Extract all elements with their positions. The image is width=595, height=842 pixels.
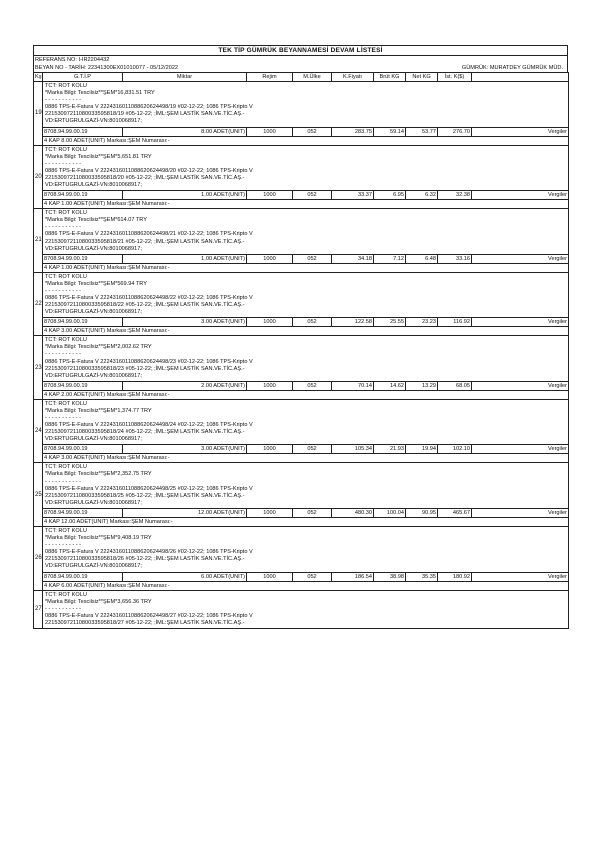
description-line: 22153097211080033595818/25 #05-12-22; ;İML:ŞEM LASTİK SAN.VE.TİC.AŞ.-: [45, 492, 245, 499]
item-package-row: [34, 581, 569, 590]
item-values-row: [34, 508, 569, 517]
description-line: 0886 TPS-E-Fatura V 2224316011088620624498/27 #02-12-22; 1086 TPS-Kripto V: [45, 612, 253, 619]
document-meta: [33, 55, 568, 72]
item-description-row: [34, 272, 569, 318]
description-line: - - - - - - - - - - -: [45, 415, 82, 421]
declaration-number-date: BEYAN NO - TARİH: 22341300EX01010077 - 05/12/2022: [35, 65, 179, 71]
item-package-row: [34, 517, 569, 526]
item-values-row: [34, 445, 569, 454]
taxes-label: Vergiler: [472, 445, 569, 454]
description-line: *Marka Bilgi: Tescilsiz**ŞEM*2,352.75 TRY: [45, 471, 152, 478]
quantity: 8.00 ADET(UNIT): [123, 127, 247, 136]
gross-kg: 7.12: [374, 254, 406, 263]
unit-price: 122.58: [332, 318, 374, 327]
description-line: - - - - - - - - - - -: [45, 351, 82, 358]
item-description-row: [34, 209, 569, 255]
gross-kg: 38.98: [374, 572, 406, 581]
statistical-value: 465.67: [438, 508, 472, 517]
gtip-code: 8708.94.99.00.19: [43, 572, 123, 581]
item-values-row: [34, 318, 569, 327]
origin-country: 052: [293, 254, 332, 263]
statistical-value: 180.92: [438, 572, 472, 581]
net-kg: 6.48: [406, 254, 438, 263]
description-line: TCT: ROT KOLU: [45, 83, 87, 89]
description-line: *Marka Bilgi: Tescilsiz**ŞEM*2,002.62 TRY: [45, 344, 152, 351]
description-line: *Marka Bilgi: Tescilsiz**ŞEM*5,651.81 TRY: [45, 153, 152, 160]
unit-price: 33.37: [332, 191, 374, 200]
continuation-list-document: [33, 45, 568, 629]
unit-price: 70.14: [332, 381, 374, 390]
description-line: *Marka Bilgi: Tescilsiz**ŞEM*569.94 TRY: [45, 280, 147, 287]
taxes-label: Vergiler: [472, 508, 569, 517]
net-kg: 19.94: [406, 445, 438, 454]
item-description: [43, 463, 569, 509]
description-line: VD:ERTUGRULGAZİ-VN:8010068917;: [45, 436, 142, 443]
origin-country: 052: [293, 191, 332, 200]
description-line: 0886 TPS-E-Fatura V 2224316011088620624498/25 #02-12-22; 1086 TPS-Kripto V: [45, 485, 253, 492]
description-line: 22153097211080033595818/24 #05-12-22; ;İML:ŞEM LASTİK SAN.VE.TİC.AŞ.-: [45, 429, 245, 436]
item-number: 21: [34, 209, 43, 273]
description-line: *Marka Bilgi: Tescilsiz**ŞEM*16,831.51 TRY: [45, 90, 155, 97]
description-line: - - - - - - - - - - -: [45, 478, 82, 485]
taxes-label: Vergiler: [472, 572, 569, 581]
col-header-gross-kg: Brüt KG: [374, 73, 406, 82]
taxes-label: Vergiler: [472, 318, 569, 327]
origin-country: 052: [293, 572, 332, 581]
item-package-row: [34, 200, 569, 209]
item-description: [43, 209, 569, 255]
item-package-row: [34, 390, 569, 399]
description-line: 0886 TPS-E-Fatura V 2224316011088620624498/20 #02-12-22; 1086 TPS-Kripto V: [45, 167, 253, 174]
description-line: 22153097211080033595818/23 #05-12-22; ;İML:ŞEM LASTİK SAN.VE.TİC.AŞ.-: [45, 365, 245, 372]
origin-country: 052: [293, 445, 332, 454]
regime: 1000: [247, 191, 293, 200]
description-line: *Marka Bilgi: Tescilsiz**ŞEM*614.07 TRY: [45, 217, 147, 224]
gross-kg: 14.62: [374, 381, 406, 390]
net-kg: 35.35: [406, 572, 438, 581]
item-values-row: [34, 381, 569, 390]
description-line: VD:ERTUGRULGAZİ-VN:8010068917;: [45, 372, 142, 379]
description-line: *Marka Bilgi: Tescilsiz**ŞEM*1,374.77 TRY: [45, 407, 152, 414]
item-description-row: [34, 526, 569, 572]
item-number: 27: [34, 590, 43, 628]
col-header-stat-value: İst. K($): [438, 73, 472, 82]
package-info: 4 KAP 3.00 ADET(UNIT) Markası:ŞEM Numarası:-: [43, 327, 569, 336]
quantity: 12.00 ADET(UNIT): [123, 508, 247, 517]
net-kg: 6.32: [406, 191, 438, 200]
statistical-value: 102.10: [438, 445, 472, 454]
col-header-price: K.Fiyatı: [332, 73, 374, 82]
item-description: [43, 590, 569, 628]
description-line: VD:ERTUGRULGAZİ-VN:8010068917;: [45, 182, 142, 189]
col-header-gtip: G.T.İ.P: [43, 73, 123, 82]
item-package-row: [34, 263, 569, 272]
gtip-code: 8708.94.99.00.19: [43, 127, 123, 136]
net-kg: 13.29: [406, 381, 438, 390]
taxes-label: Vergiler: [472, 191, 569, 200]
regime: 1000: [247, 381, 293, 390]
item-number: 26: [34, 526, 43, 590]
package-info: 4 KAP 3.00 ADET(UNIT) Markası:ŞEM Numarası:-: [43, 454, 569, 463]
description-line: 22153097211080033595818/22 #05-12-22; ;İML:ŞEM LASTİK SAN.VE.TİC.AŞ.-: [45, 302, 245, 309]
description-line: TCT: ROT KOLU: [45, 400, 87, 407]
table-header-row: [34, 73, 569, 82]
unit-price: 283.75: [332, 127, 374, 136]
items-table: [33, 72, 569, 629]
unit-price: 34.18: [332, 254, 374, 263]
description-line: 0886 TPS-E-Fatura V 2224316011088620624498/21 #02-12-22; 1086 TPS-Kripto V: [45, 231, 253, 238]
quantity: 1.00 ADET(UNIT): [123, 254, 247, 263]
description-line: TCT: ROT KOLU: [45, 527, 87, 534]
description-line: 0886 TPS-E-Fatura V 2224316011088620624498/24 #02-12-22; 1086 TPS-Kripto V: [45, 422, 253, 429]
gross-kg: 59.14: [374, 127, 406, 136]
description-line: *Marka Bilgi: Tescilsiz**ŞEM*9,408.19 TRY: [45, 535, 152, 542]
package-info: 4 KAP 12.00 ADET(UNIT) Markası:ŞEM Numarası:-: [43, 517, 569, 526]
origin-country: 052: [293, 127, 332, 136]
col-header-net-kg: Net KG: [406, 73, 438, 82]
description-line: - - - - - - - - - - -: [45, 97, 82, 104]
origin-country: 052: [293, 318, 332, 327]
description-line: - - - - - - - - - - -: [45, 542, 82, 549]
item-number: 20: [34, 145, 43, 209]
quantity: 2.00 ADET(UNIT): [123, 381, 247, 390]
unit-price: 105.34: [332, 445, 374, 454]
description-line: TCT: ROT KOLU: [45, 464, 87, 471]
col-header-extra: [472, 73, 569, 82]
item-description: [43, 399, 569, 445]
package-info: 4 KAP 1.00 ADET(UNIT) Markası:ŞEM Numarası:-: [43, 263, 569, 272]
table-body: [34, 82, 569, 629]
item-description-row: [34, 463, 569, 509]
gtip-code: 8708.94.99.00.19: [43, 254, 123, 263]
item-description: [43, 82, 569, 128]
gtip-code: 8708.94.99.00.19: [43, 508, 123, 517]
quantity: 3.00 ADET(UNIT): [123, 445, 247, 454]
item-number: 24: [34, 399, 43, 463]
item-values-row: [34, 127, 569, 136]
unit-price: 480.30: [332, 508, 374, 517]
net-kg: 90.95: [406, 508, 438, 517]
gtip-code: 8708.94.99.00.19: [43, 318, 123, 327]
gross-kg: 6.95: [374, 191, 406, 200]
item-package-row: [34, 454, 569, 463]
regime: 1000: [247, 508, 293, 517]
taxes-label: Vergiler: [472, 381, 569, 390]
col-header-country: M.Ülke: [293, 73, 332, 82]
regime: 1000: [247, 445, 293, 454]
description-line: 22153097211080033595818/26 #05-12-22; ;İML:ŞEM LASTİK SAN.VE.TİC.AŞ.-: [45, 556, 245, 563]
item-number: 22: [34, 272, 43, 336]
item-description: [43, 145, 569, 191]
description-line: VD:ERTUGRULGAZİ-VN:8010068917;: [45, 309, 142, 316]
col-header-regime: Rejim: [247, 73, 293, 82]
reference-number: REFERANS NO: I-IR2204432: [35, 57, 110, 63]
statistical-value: 116.92: [438, 318, 472, 327]
package-info: 4 KAP 6.00 ADET(UNIT) Markası:ŞEM Numarası:-: [43, 581, 569, 590]
item-description-row: [34, 82, 569, 128]
item-number: 19: [34, 82, 43, 146]
description-line: VD:ERTUGRULGAZİ-VN:8010068917;: [45, 499, 142, 506]
col-header-no: Kş: [35, 74, 42, 80]
net-kg: 53.77: [406, 127, 438, 136]
description-line: 0886 TPS-E-Fatura V 2224316011088620624498/19 #02-12-22; 1086 TPS-Kripto V: [45, 104, 253, 111]
unit-price: 186.54: [332, 572, 374, 581]
item-values-row: [34, 254, 569, 263]
origin-country: 052: [293, 381, 332, 390]
regime: 1000: [247, 254, 293, 263]
description-line: TCT: ROT KOLU: [45, 273, 87, 280]
description-line: - - - - - - - - - - -: [45, 224, 82, 231]
description-line: VD:ERTUGRULGAZİ-VN:8010068917;: [45, 118, 142, 125]
description-line: VD:ERTUGRULGAZİ-VN:8010068917;: [45, 245, 142, 252]
taxes-label: Vergiler: [472, 127, 569, 136]
quantity: 3.00 ADET(UNIT): [123, 318, 247, 327]
customs-office: GÜMRÜK: MURATDEY GÜMRÜK MÜD.: [461, 65, 563, 71]
description-line: TCT: ROT KOLU: [45, 210, 87, 217]
statistical-value: 276.70: [438, 127, 472, 136]
quantity: 1.00 ADET(UNIT): [123, 191, 247, 200]
description-line: 22153097211080033595818/19 #05-12-22; ;İML:ŞEM LASTİK SAN.VE.TİC.AŞ.-: [45, 111, 245, 118]
gross-kg: 25.55: [374, 318, 406, 327]
description-line: TCT: ROT KOLU: [45, 591, 87, 598]
description-line: TCT: ROT KOLU: [45, 337, 87, 344]
item-number: 23: [34, 336, 43, 400]
description-line: VD:ERTUGRULGAZİ-VN:8010068917;: [45, 563, 142, 570]
quantity: 6.00 ADET(UNIT): [123, 572, 247, 581]
description-line: 22153097211080033595818/20 #05-12-22; ;İML:ŞEM LASTİK SAN.VE.TİC.AŞ.-: [45, 174, 245, 181]
item-description-row: [34, 145, 569, 191]
statistical-value: 33.16: [438, 254, 472, 263]
item-package-row: [34, 327, 569, 336]
item-description-row: [34, 399, 569, 445]
item-description-row: [34, 336, 569, 382]
origin-country: 052: [293, 508, 332, 517]
item-description-row: [34, 590, 569, 628]
statistical-value: 32.38: [438, 191, 472, 200]
net-kg: 23.23: [406, 318, 438, 327]
description-line: TCT: ROT KOLU: [45, 146, 87, 153]
regime: 1000: [247, 572, 293, 581]
description-line: - - - - - - - - - - -: [45, 287, 82, 294]
description-line: - - - - - - - - - - -: [45, 160, 82, 167]
statistical-value: 68.05: [438, 381, 472, 390]
regime: 1000: [247, 318, 293, 327]
description-line: 22153097211080033595818/21 #05-12-22; ;İML:ŞEM LASTİK SAN.VE.TİC.AŞ.-: [45, 238, 245, 245]
description-line: 0886 TPS-E-Fatura V 2224316011088620624498/22 #02-12-22; 1086 TPS-Kripto V: [45, 294, 253, 301]
gross-kg: 21.93: [374, 445, 406, 454]
item-package-row: [34, 136, 569, 145]
col-header-quantity: Miktar: [123, 73, 247, 82]
document-title: TEK TİP GÜMRÜK BEYANNAMESİ DEVAM LİSTESİ: [33, 45, 568, 55]
description-line: *Marka Bilgi: Tescilsiz**ŞEM*3,656.36 TRY: [45, 598, 152, 605]
description-line: 0886 TPS-E-Fatura V 2224316011088620624498/26 #02-12-22; 1086 TPS-Kripto V: [45, 549, 253, 556]
description-line: 0886 TPS-E-Fatura V 2224316011088620624498/23 #02-12-22; 1086 TPS-Kripto V: [45, 358, 253, 365]
gross-kg: 100.04: [374, 508, 406, 517]
item-values-row: [34, 191, 569, 200]
taxes-label: Vergiler: [472, 254, 569, 263]
gtip-code: 8708.94.99.00.19: [43, 445, 123, 454]
item-description: [43, 526, 569, 572]
description-line: - - - - - - - - - - -: [45, 605, 82, 612]
gtip-code: 8708.94.99.00.19: [43, 381, 123, 390]
gtip-code: 8708.94.99.00.19: [43, 191, 123, 200]
description-line: 22153097211080033595818/27 #05-12-22; ;İML:ŞEM LASTİK SAN.VE.TİC.AŞ.-: [45, 619, 245, 626]
package-info: 4 KAP 2.00 ADET(UNIT) Markası:ŞEM Numarası:-: [43, 390, 569, 399]
regime: 1000: [247, 127, 293, 136]
package-info: 4 KAP 1.00 ADET(UNIT) Markası:ŞEM Numarası:-: [43, 200, 569, 209]
item-description: [43, 336, 569, 382]
item-values-row: [34, 572, 569, 581]
item-description: [43, 272, 569, 318]
item-number: 25: [34, 463, 43, 527]
package-info: 4 KAP 8.00 ADET(UNIT) Markası:ŞEM Numarası:-: [43, 136, 569, 145]
